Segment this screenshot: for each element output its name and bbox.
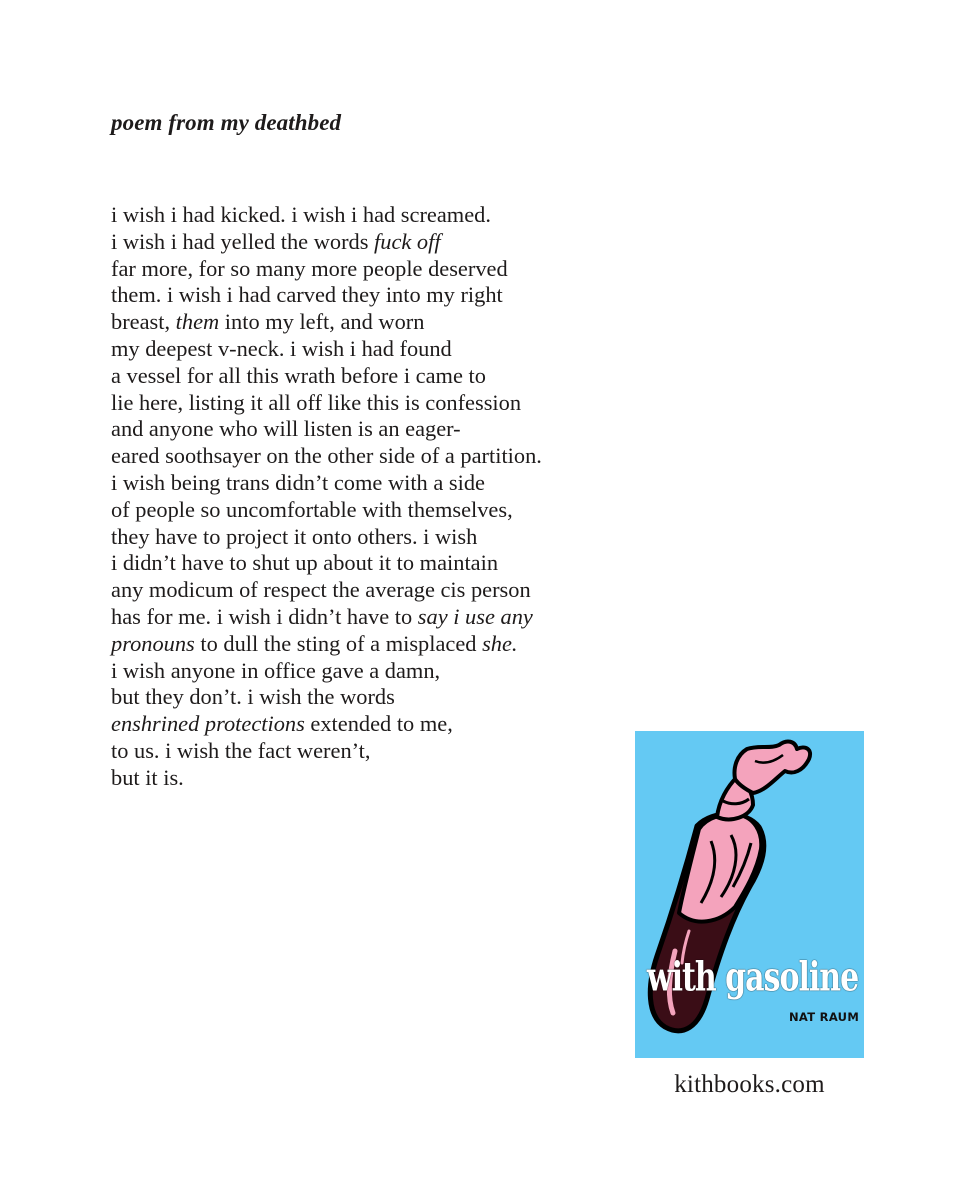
bottle-cloth — [679, 815, 761, 922]
bottle-rag — [735, 742, 811, 793]
poem-text: them. i wish i had carved they into my right — [111, 282, 503, 308]
poem-text: i didn’t have to shut up about it to maintain — [111, 550, 499, 576]
poem-line — [111, 711, 542, 738]
poem-text: i wish i had yelled the words — [111, 228, 375, 254]
poem-text: of people so uncomfortable with themselves, — [111, 496, 513, 522]
poem-text: i wish anyone in office gave a damn, — [111, 657, 441, 683]
poem-text: lie here, listing it all off like this is confession — [111, 389, 522, 415]
poem-emphasis: enshrined protections — [111, 711, 305, 737]
poem-text: but it is. — [111, 764, 184, 790]
poem-line — [111, 658, 542, 685]
website-link[interactable]: kithbooks.com — [674, 1071, 825, 1098]
poem-text: i wish i had kicked. i wish i had screamed. — [111, 202, 491, 227]
book-cover-author: NAT RAUM — [789, 1010, 860, 1024]
poem-line — [111, 765, 542, 792]
poem-line — [111, 229, 542, 256]
poem-text: my deepest v-neck. i wish i had found — [111, 335, 452, 361]
poem-text: to dull the sting of a misplaced — [194, 630, 483, 656]
book-cover-title: with gasoline — [646, 954, 859, 1002]
poem-line — [111, 282, 542, 309]
poem-emphasis: she. — [482, 630, 518, 656]
poem-line — [111, 524, 542, 551]
poem-line — [111, 577, 542, 604]
poem-text: into my left, and worn — [219, 309, 425, 335]
poem-line — [111, 416, 542, 443]
poem-text: has for me. i wish i didn’t have to — [111, 603, 418, 629]
poem-line — [111, 604, 542, 631]
poem-line — [111, 309, 542, 336]
poem-line — [111, 256, 542, 283]
poem-text: to us. i wish the fact weren’t, — [111, 737, 371, 763]
molotov-bottle-icon — [635, 731, 864, 1058]
poem-text: and anyone who will listen is an eager- — [111, 416, 461, 442]
poem-text: they have to project it onto others. i wish — [111, 523, 478, 549]
poem-text: any modicum of respect the average cis person — [111, 577, 531, 603]
poem-text: far more, for so many more people deserved — [111, 255, 508, 281]
poem-line — [111, 738, 542, 765]
book-cover — [635, 731, 864, 1058]
poem-body — [111, 202, 542, 792]
poem-text: a vessel for all this wrath before i came to — [111, 362, 486, 388]
poem-line — [111, 336, 542, 363]
poem-text: but they don’t. i wish the words — [111, 684, 395, 710]
poem-line — [111, 202, 542, 229]
poem-line — [111, 550, 542, 577]
poem-title: poem from my deathbed — [111, 110, 342, 135]
poem-text: extended to me, — [304, 711, 453, 737]
poem-text: eared soothsayer on the other side of a partition. — [111, 443, 542, 469]
poem-line — [111, 390, 542, 417]
poem-line — [111, 470, 542, 497]
poem-emphasis: them — [175, 309, 220, 335]
poem-emphasis: say i use any — [417, 603, 533, 629]
poem-line — [111, 631, 542, 658]
poem-line — [111, 363, 542, 390]
poem-emphasis: fuck off — [374, 228, 441, 254]
poem-line — [111, 684, 542, 711]
poem-text: breast, — [111, 309, 176, 335]
poem-emphasis: pronouns — [111, 630, 195, 656]
poem-line — [111, 497, 542, 524]
poem-line — [111, 443, 542, 470]
poem-text: i wish being trans didn’t come with a side — [111, 469, 485, 495]
